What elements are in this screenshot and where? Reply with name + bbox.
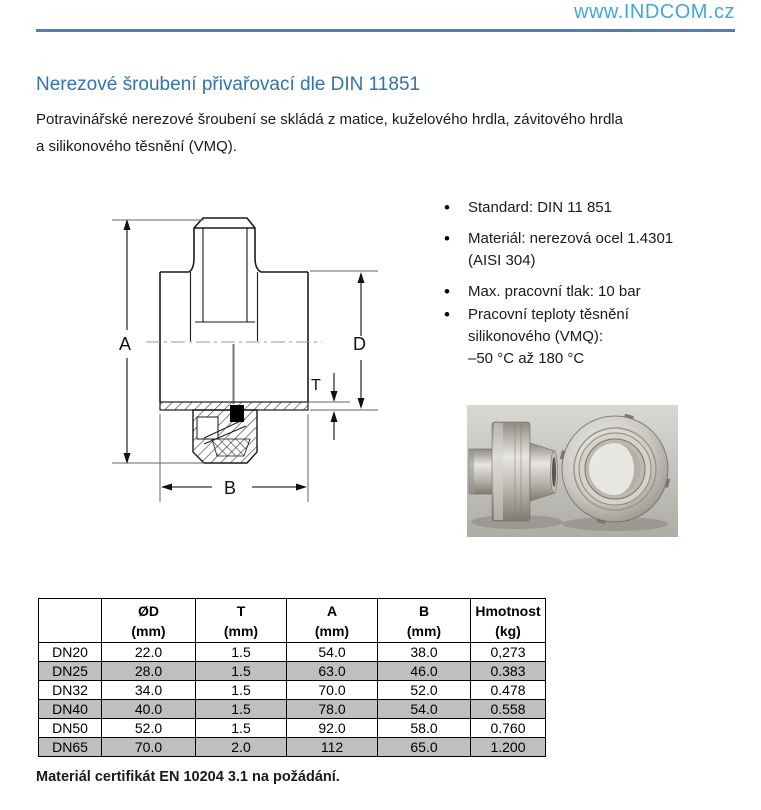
column-header <box>39 599 102 643</box>
dimension-cell: 0.383 <box>471 662 546 681</box>
liner-section <box>212 439 250 456</box>
table-row <box>39 643 546 662</box>
dimension-cell: 92.0 <box>287 719 378 738</box>
certificate-note: Materiál certifikát EN 10204 3.1 na požádání. <box>36 769 340 785</box>
dimension-cell: 1.5 <box>196 681 287 700</box>
dimension-cell: 52.0 <box>378 681 471 700</box>
table-row <box>39 681 546 700</box>
dim-label-d: D <box>353 334 366 354</box>
dimension-cell: 54.0 <box>287 643 378 662</box>
spec-item <box>442 228 742 272</box>
dimension-cell: 0.478 <box>471 681 546 700</box>
row-label: DN50 <box>39 719 102 738</box>
table-row <box>39 719 546 738</box>
dim-label-b: B <box>224 478 237 498</box>
dimension-cell: 28.0 <box>102 662 196 681</box>
table-row <box>39 662 546 681</box>
spec-line: • Max. pracovní tlak: 10 bar <box>468 283 641 300</box>
intro-paragraph <box>36 106 623 160</box>
row-label: DN40 <box>39 700 102 719</box>
column-header: T (mm) <box>196 599 287 643</box>
table-row <box>39 738 546 757</box>
product-photo <box>467 405 678 537</box>
intro-line: Potravinářské nerezové šroubení se skládá z matice, kuželového hrdla, závitového hrdla <box>36 111 623 128</box>
table-header-row <box>39 599 546 643</box>
dimension-cell: 112 <box>287 738 378 757</box>
column-header: ØD (mm) <box>102 599 196 643</box>
spec-line: • Pracovní teploty těsnění <box>468 306 629 323</box>
spec-line: silikonového (VMQ): <box>468 328 604 345</box>
dimension-cell: 22.0 <box>102 643 196 662</box>
spec-line: –50 °C až 180 °C <box>468 350 585 367</box>
dimension-cell: 0,273 <box>471 643 546 662</box>
bore-lines <box>191 228 258 341</box>
dimension-cell: 63.0 <box>287 662 378 681</box>
column-header: Hmotnost (kg) <box>471 599 546 643</box>
site-link[interactable]: www.INDCOM.cz <box>574 1 735 23</box>
dimension-cell: 34.0 <box>102 681 196 700</box>
seal-section <box>230 405 244 422</box>
dimension-cell: 46.0 <box>378 662 471 681</box>
spec-item <box>442 304 742 370</box>
spec-item <box>442 281 742 303</box>
table-body <box>39 643 546 757</box>
spec-item <box>442 197 742 219</box>
dimension-cell: 1.5 <box>196 662 287 681</box>
dimension-cell: 0.760 <box>471 719 546 738</box>
header-rule <box>36 29 735 32</box>
row-label: DN65 <box>39 738 102 757</box>
specs-list <box>442 197 742 379</box>
row-label: DN32 <box>39 681 102 700</box>
dimension-cell: 70.0 <box>287 681 378 700</box>
dim-label-a: A <box>119 334 132 354</box>
dimension-t <box>308 373 350 440</box>
dimension-cell: 0.558 <box>471 700 546 719</box>
spec-line: • Standard: DIN 11 851 <box>468 199 612 216</box>
dimensions-table <box>38 598 546 757</box>
dimension-cell: 54.0 <box>378 700 471 719</box>
dimension-cell: 52.0 <box>102 719 196 738</box>
intro-line: a silikonového těsnění (VMQ). <box>36 138 237 155</box>
dimension-cell: 1.200 <box>471 738 546 757</box>
column-header: A (mm) <box>287 599 378 643</box>
dimension-cell: 58.0 <box>378 719 471 738</box>
dimension-cell: 65.0 <box>378 738 471 757</box>
dimension-cell: 70.0 <box>102 738 196 757</box>
dimension-cell: 2.0 <box>196 738 287 757</box>
dim-label-t: T <box>311 377 321 394</box>
row-label: DN20 <box>39 643 102 662</box>
page-title: Nerezové šroubení přivařovací dle DIN 11851 <box>36 74 421 95</box>
row-label: DN25 <box>39 662 102 681</box>
dimension-cell: 1.5 <box>196 719 287 738</box>
dimension-cell: 1.5 <box>196 643 287 662</box>
spec-line: (AISI 304) <box>468 252 536 269</box>
nut-bore-cutout <box>197 417 218 439</box>
technical-drawing <box>95 190 400 510</box>
dimension-cell: 1.5 <box>196 700 287 719</box>
dimension-cell: 78.0 <box>287 700 378 719</box>
column-header: B (mm) <box>378 599 471 643</box>
dimension-cell: 38.0 <box>378 643 471 662</box>
table-row <box>39 700 546 719</box>
dimension-cell: 40.0 <box>102 700 196 719</box>
spec-line: • Materiál: nerezová ocel 1.4301 <box>468 230 674 247</box>
